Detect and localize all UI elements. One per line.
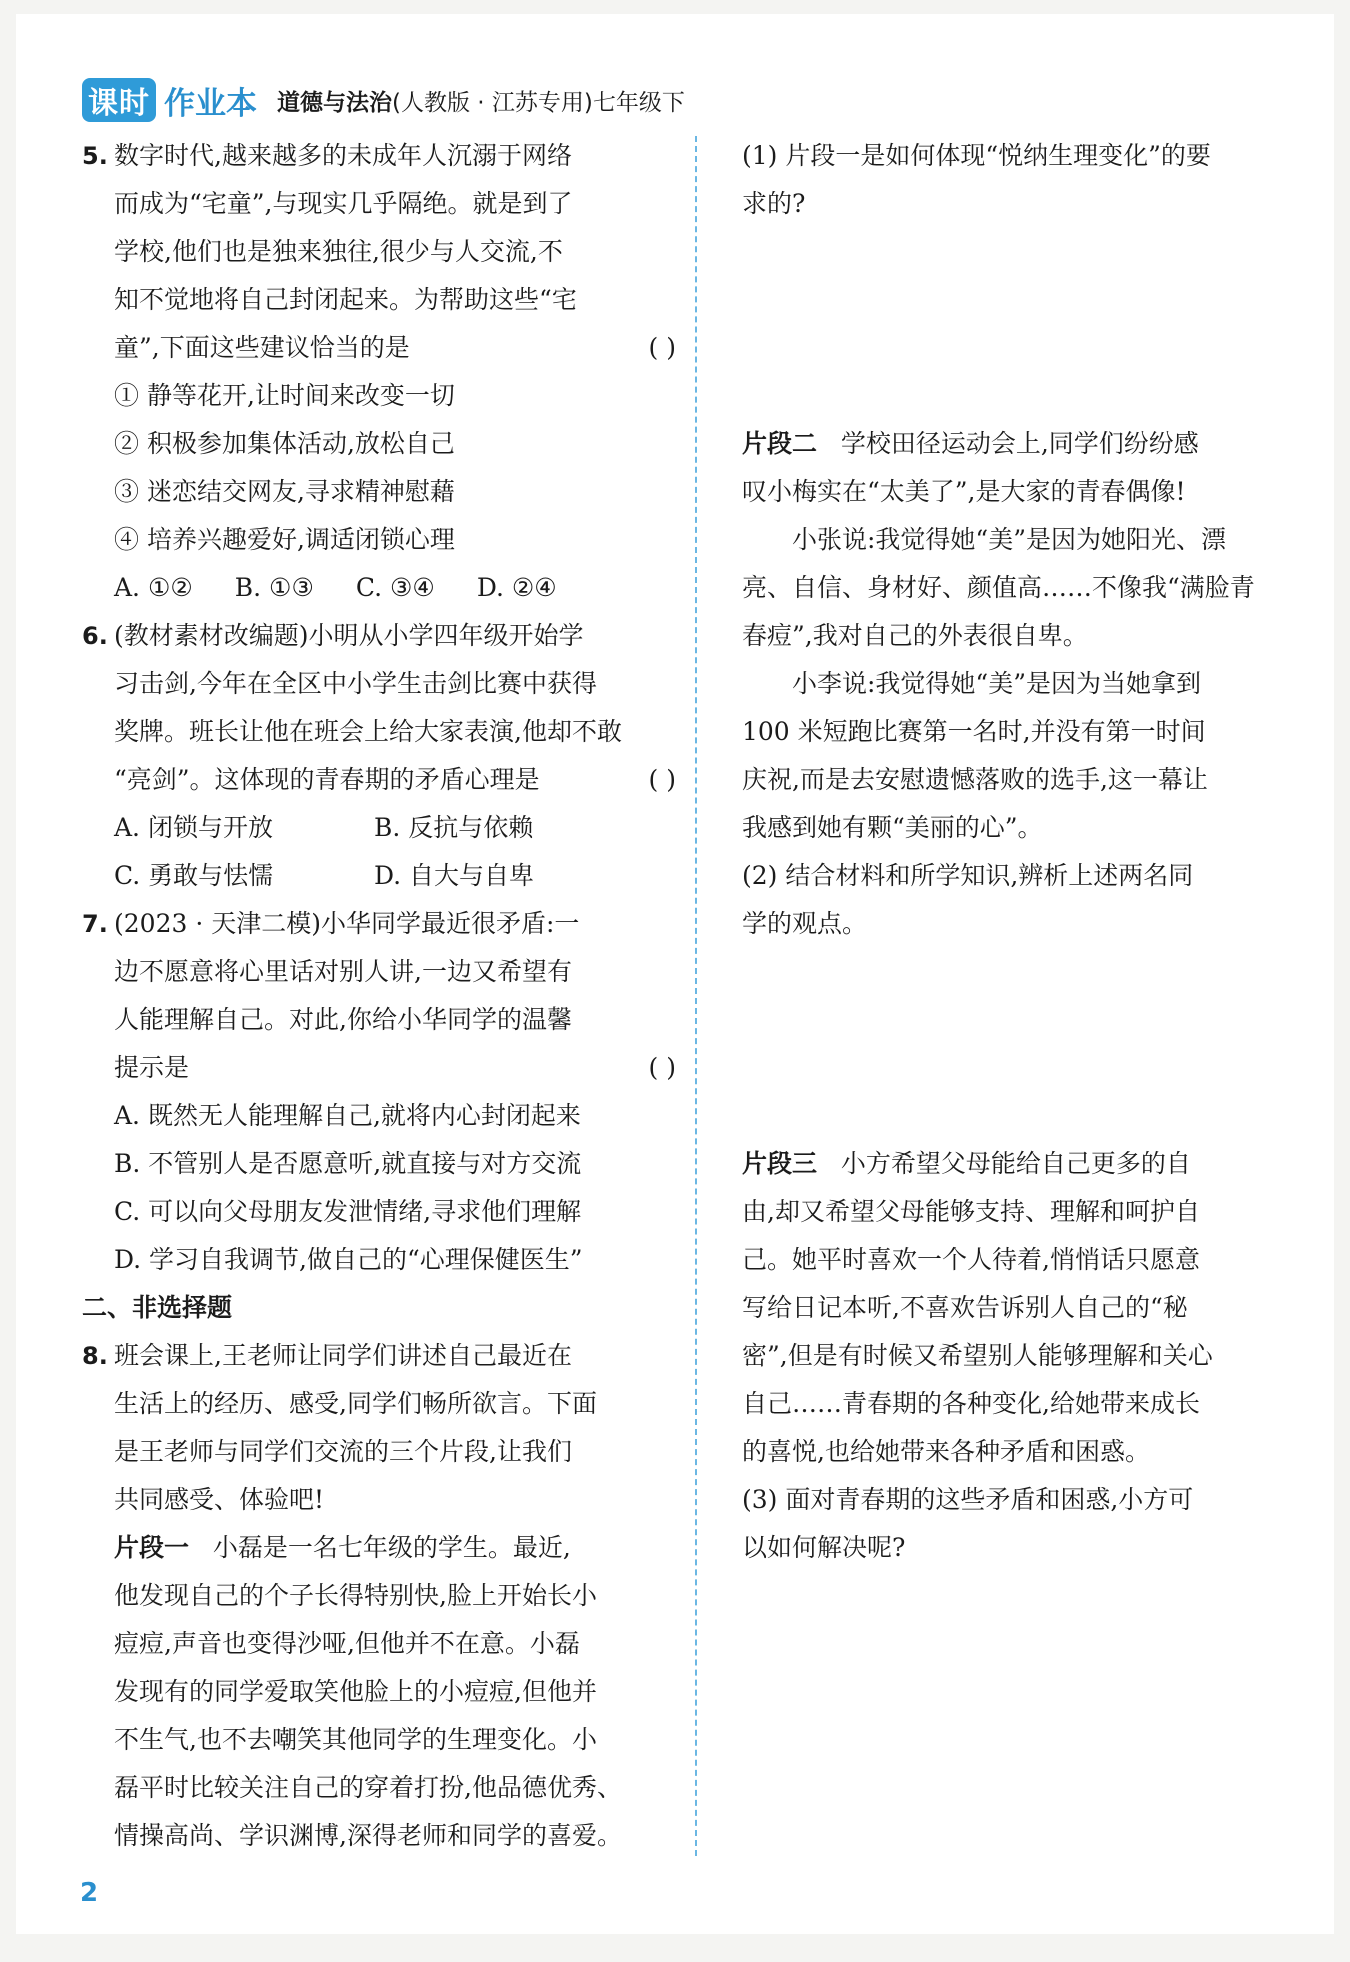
question-text-line (114, 1044, 676, 1092)
question-text-line: 人能理解自己。对此,你给小华同学的温馨 (114, 1005, 572, 1034)
logo-box: 课时 (82, 78, 156, 122)
question-text-line: 数字时代,越来越多的未成年人沉溺于网络 (114, 141, 572, 170)
statement-item: ② 积极参加集体活动,放松自己 (114, 429, 455, 458)
header (82, 70, 685, 130)
question-text-line: 学校,他们也是独来独往,很少与人交流,不 (114, 237, 563, 266)
sub-question-3: 以如何解决呢? (742, 1533, 906, 1562)
question-text-end: 提示是 (114, 1053, 190, 1082)
question-5 (82, 132, 676, 372)
fragment-1-line: 不生气,也不去嘲笑其他同学的生理变化。小 (114, 1725, 597, 1754)
answer-space[interactable] (742, 228, 1304, 420)
question-text-line (114, 756, 676, 804)
question-6 (82, 612, 676, 804)
sub-question-2: 学的观点。 (742, 909, 868, 938)
choice-b[interactable]: B. ①③ (234, 573, 314, 602)
sub-question-2: (2) 结合材料和所学知识,辨析上述两名同 (742, 861, 1194, 890)
choice-a[interactable]: A. ①② (114, 573, 193, 602)
column-divider (695, 136, 697, 1856)
question-number: 8. (82, 1342, 108, 1370)
question-number: 5. (82, 142, 108, 170)
sub-question-1: 求的? (742, 189, 806, 218)
fragment-1-line: 磊平时比较关注自己的穿着打扮,他品德优秀、 (114, 1773, 622, 1802)
answer-bracket[interactable]: ( ) (648, 765, 676, 794)
question-text-line: 习击剑,今年在全区中小学生击剑比赛中获得 (114, 669, 597, 698)
question-number: 6. (82, 622, 108, 650)
fragment-1-text: 小磊是一名七年级的学生。最近, (212, 1533, 571, 1562)
section-heading: 二、非选择题 (82, 1293, 233, 1322)
answer-space[interactable] (742, 948, 1304, 1140)
fragment-2-line: 我感到她有颗“美丽的心”。 (742, 813, 1043, 842)
choice-d[interactable]: D. 学习自我调节,做自己的“心理保健医生” (114, 1245, 583, 1274)
edition: (人教版 · 江苏专用)七年级下 (392, 89, 685, 116)
question-text-line: (2023 · 天津二模)小华同学最近很矛盾:一 (114, 909, 580, 938)
fragment-3-line: 的喜悦,也给她带来各种矛盾和困惑。 (742, 1437, 1150, 1466)
fragment-1-line: 他发现自己的个子长得特别快,脸上开始长小 (114, 1581, 597, 1610)
choice-a[interactable]: A. 既然无人能理解自己,就将内心封闭起来 (114, 1101, 581, 1130)
fragment-3-text: 小方希望父母能给自己更多的自 (840, 1149, 1191, 1178)
fragment-1-line (114, 1524, 676, 1572)
question-text-line: 知不觉地将自己封闭起来。为帮助这些“宅 (114, 285, 577, 314)
page-number: 2 (80, 1878, 99, 1908)
fragment-2-text: 学校田径运动会上,同学们纷纷感 (840, 429, 1199, 458)
question-text-line: (教材素材改编题)小明从小学四年级开始学 (114, 621, 584, 650)
fragment-3-line: 己。她平时喜欢一个人待着,悄悄话只愿意 (742, 1245, 1200, 1274)
fragment-2-line: 小张说:我觉得她“美”是因为她阳光、漂 (792, 525, 1226, 554)
fragment-3-line: 密”,但是有时候又希望别人能够理解和关心 (742, 1341, 1213, 1370)
fragment-2-label: 片段二 (742, 429, 818, 458)
fragment-3-line (742, 1140, 1304, 1188)
question-text-line: 是王老师与同学们交流的三个片段,让我们 (114, 1437, 572, 1466)
answer-space[interactable] (742, 1572, 1304, 1764)
choice-grid (82, 804, 676, 900)
fragment-2-line: 亮、自信、身材好、颜值高……不像我“满脸青 (742, 573, 1255, 602)
logo-text: 作业本 (164, 85, 257, 122)
statement-item: ① 静等花开,让时间来改变一切 (114, 381, 455, 410)
statement-item: ③ 迷恋结交网友,寻求精神慰藉 (114, 477, 455, 506)
subject: 道德与法治 (277, 89, 392, 116)
fragment-2-line: 小李说:我觉得她“美”是因为当她拿到 (792, 669, 1201, 698)
choice-c[interactable]: C. ③④ (355, 573, 435, 602)
question-text-line (114, 324, 676, 372)
sub-question-3: (3) 面对青春期的这些矛盾和困惑,小方可 (742, 1485, 1194, 1514)
fragment-1-line: 情操高尚、学识渊博,深得老师和同学的喜爱。 (114, 1821, 622, 1850)
question-text-line: 生活上的经历、感受,同学们畅所欲言。下面 (114, 1389, 597, 1418)
fragment-1-line: 痘痘,声音也变得沙哑,但他并不在意。小磊 (114, 1629, 580, 1658)
question-text-line: 共同感受、体验吧! (114, 1485, 325, 1514)
statement-item: ④ 培养兴趣爱好,调适闭锁心理 (114, 525, 455, 554)
fragment-3-label: 片段三 (742, 1149, 818, 1178)
fragment-3-line: 自己……青春期的各种变化,给她带来成长 (742, 1389, 1200, 1418)
question-text-line: 奖牌。班长让他在班会上给大家表演,他却不敢 (114, 717, 622, 746)
fragment-2-line: 庆祝,而是去安慰遗憾落败的选手,这一幕让 (742, 765, 1208, 794)
choice-c[interactable]: C. 可以向父母朋友发泄情绪,寻求他们理解 (114, 1197, 582, 1226)
question-8 (82, 1332, 676, 1860)
fragment-2-line: 100 米短跑比赛第一名时,并没有第一时间 (742, 717, 1206, 746)
question-7 (82, 900, 676, 1092)
question-number: 7. (82, 910, 108, 938)
answer-bracket[interactable]: ( ) (648, 1053, 676, 1082)
page (16, 14, 1334, 1934)
choice-b[interactable]: B. 不管别人是否愿意听,就直接与对方交流 (114, 1149, 582, 1178)
left-column (82, 132, 676, 1860)
fragment-2-line: 春痘”,我对自己的外表很自卑。 (742, 621, 1088, 650)
fragment-1-line: 发现有的同学爱取笑他脸上的小痘痘,但他并 (114, 1677, 597, 1706)
choice-row (82, 564, 676, 612)
question-text-line: 班会课上,王老师让同学们讲述自己最近在 (114, 1341, 572, 1370)
choice-b[interactable]: B. 反抗与依赖 (374, 813, 534, 842)
fragment-2-line: 叹小梅实在“太美了”,是大家的青春偶像! (742, 477, 1186, 506)
choice-d[interactable]: D. 自大与自卑 (374, 861, 535, 890)
question-text-end: 童”,下面这些建议恰当的是 (114, 333, 410, 362)
logo (82, 76, 257, 124)
question-text-line: 边不愿意将心里话对别人讲,一边又希望有 (114, 957, 572, 986)
right-column (742, 132, 1304, 1764)
fragment-2-line (742, 420, 1304, 468)
choice-c[interactable]: C. 勇敢与怯懦 (114, 861, 274, 890)
answer-bracket[interactable]: ( ) (648, 333, 676, 362)
fragment-3-line: 写给日记本听,不喜欢告诉别人自己的“秘 (742, 1293, 1188, 1322)
sub-question-1: (1) 片段一是如何体现“悦纳生理变化”的要 (742, 141, 1211, 170)
question-text-end: “亮剑”。这体现的青春期的矛盾心理是 (114, 765, 540, 794)
choice-d[interactable]: D. ②④ (476, 573, 557, 602)
fragment-3-line: 由,却又希望父母能够支持、理解和呵护自 (742, 1197, 1200, 1226)
fragment-1-label: 片段一 (114, 1533, 190, 1562)
header-title (277, 84, 685, 117)
question-text-line: 而成为“宅童”,与现实几乎隔绝。就是到了 (114, 189, 573, 218)
choice-a[interactable]: A. 闭锁与开放 (114, 813, 273, 842)
